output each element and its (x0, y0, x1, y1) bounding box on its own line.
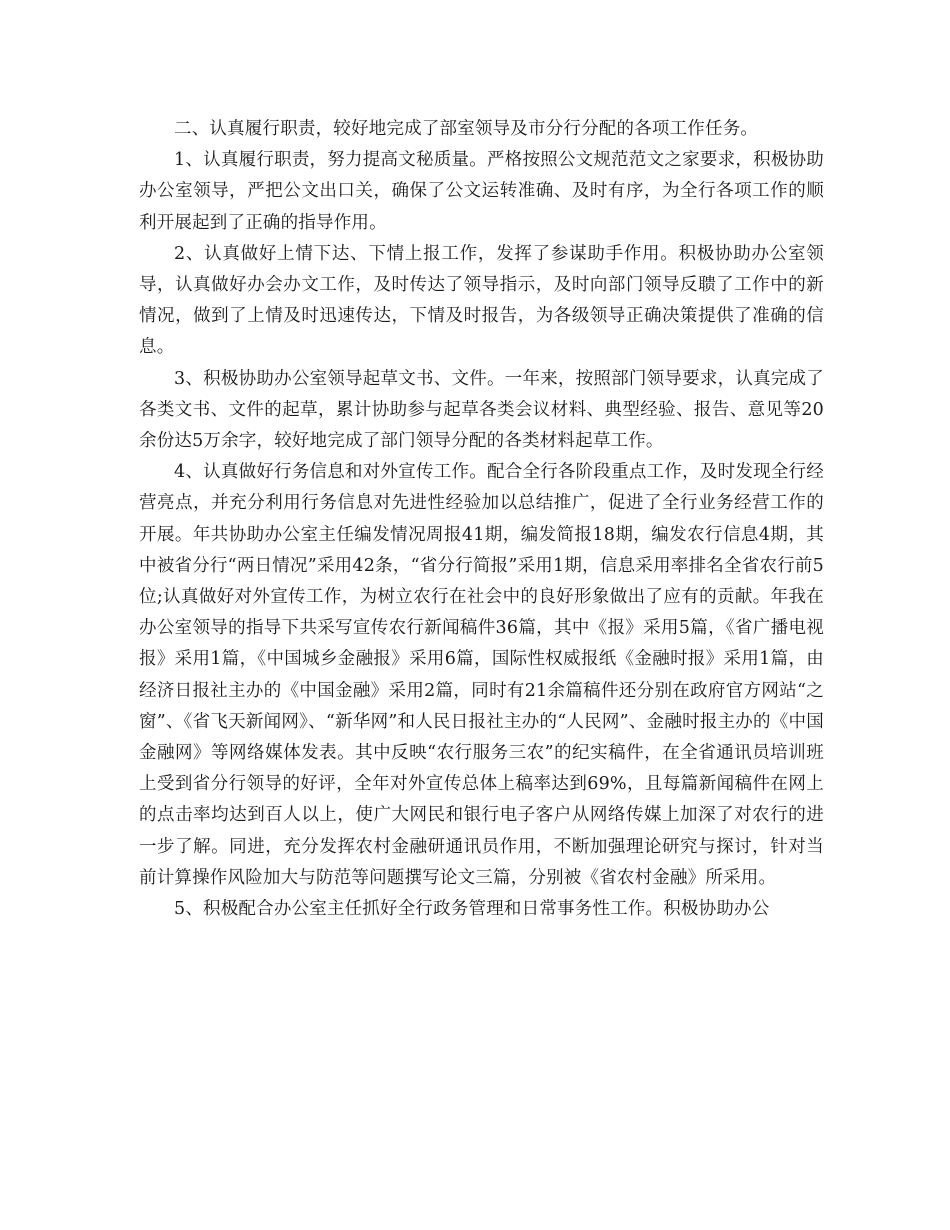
paragraph-5: 5、积极配合办公室主任抓好全行政务管理和日常事务性工作。积极协助办公 (174, 899, 770, 920)
document-body (139, 114, 824, 925)
paragraph-1: 1、认真履行职责，努力提高文秘质量。严格按照公文规范范文之家要求，积极协助办公室领导，严把公文出口关，确保了公文运转准确、及时有序，为全行各项工作的顺利开展起到了正确的指导作用。 (139, 150, 824, 233)
paragraph-2: 2、认真做好上情下达、下情上报工作，发挥了参谋助手作用。积极协助办公室领导，认真做好办会办文工作，及时传达了领导指示，及时向部门领导反聩了工作中的新情况，做到了上情及时迅速传达，下情及时报告，为各级领导正确决策提供了准确的信息。 (139, 243, 824, 358)
paragraph-4: 4、认真做好行务信息和对外宣传工作。配合全行各阶段重点工作，及时发现全行经营亮点，并充分利用行务信息对先进性经验加以总结推广，促进了全行业务经营工作的开展。年共协助办公室主任编发情况周报41期，编发简报18期，编发农行信息4期，其中被省分行“两日情况”采用42条，“省分行简报”采用1期，信息采用率排名全省农行前5位;认真做好对外宣传工作，为树立农行在社会中的良好形象做出了应有的贡献。年我在办公室领导的指导下共采写宣传农行新闻稿件36篇，其中《报》采用5篇，《省广播电视报》采用1篇，《中国城乡金融报》采用6篇，国际性权威报纸《金融时报》采用1篇，由经济日报社主办的《中国金融》采用2篇，同时有21余篇稿件还分别在政府官方网站“之窗”、《省飞天新闻网》、“新华网”和人民日报社主办的“人民网”、金融时报主办的《中国金融网》等网络媒体发表。其中反映“农行服务三农”的纪实稿件，在全省通讯员培训班上受到省分行领导的好评，全年对外宣传总体上稿率达到69%，且每篇新闻稿件在网上的点击率均达到百人以上，使广大网民和银行电子客户从网络传媒上加深了对农行的进一步了解。同进，充分发挥农村金融研通讯员作用，不断加强理论研究与探讨，针对当前计算操作风险加大与防范等问题撰写论文三篇，分别被《省农村金融》所采用。 (139, 462, 824, 888)
paragraph-3: 3、积极协助办公室领导起草文书、文件。一年来，按照部门领导要求，认真完成了各类文书、文件的起草，累计协助参与起草各类会议材料、典型经验、报告、意见等20余份达5万余字，较好地完成了部门领导分配的各类材料起草工作。 (139, 368, 824, 452)
section-heading: 二、认真履行职责，较好地完成了部室领导及市分行分配的各项工作任务。 (174, 119, 759, 139)
